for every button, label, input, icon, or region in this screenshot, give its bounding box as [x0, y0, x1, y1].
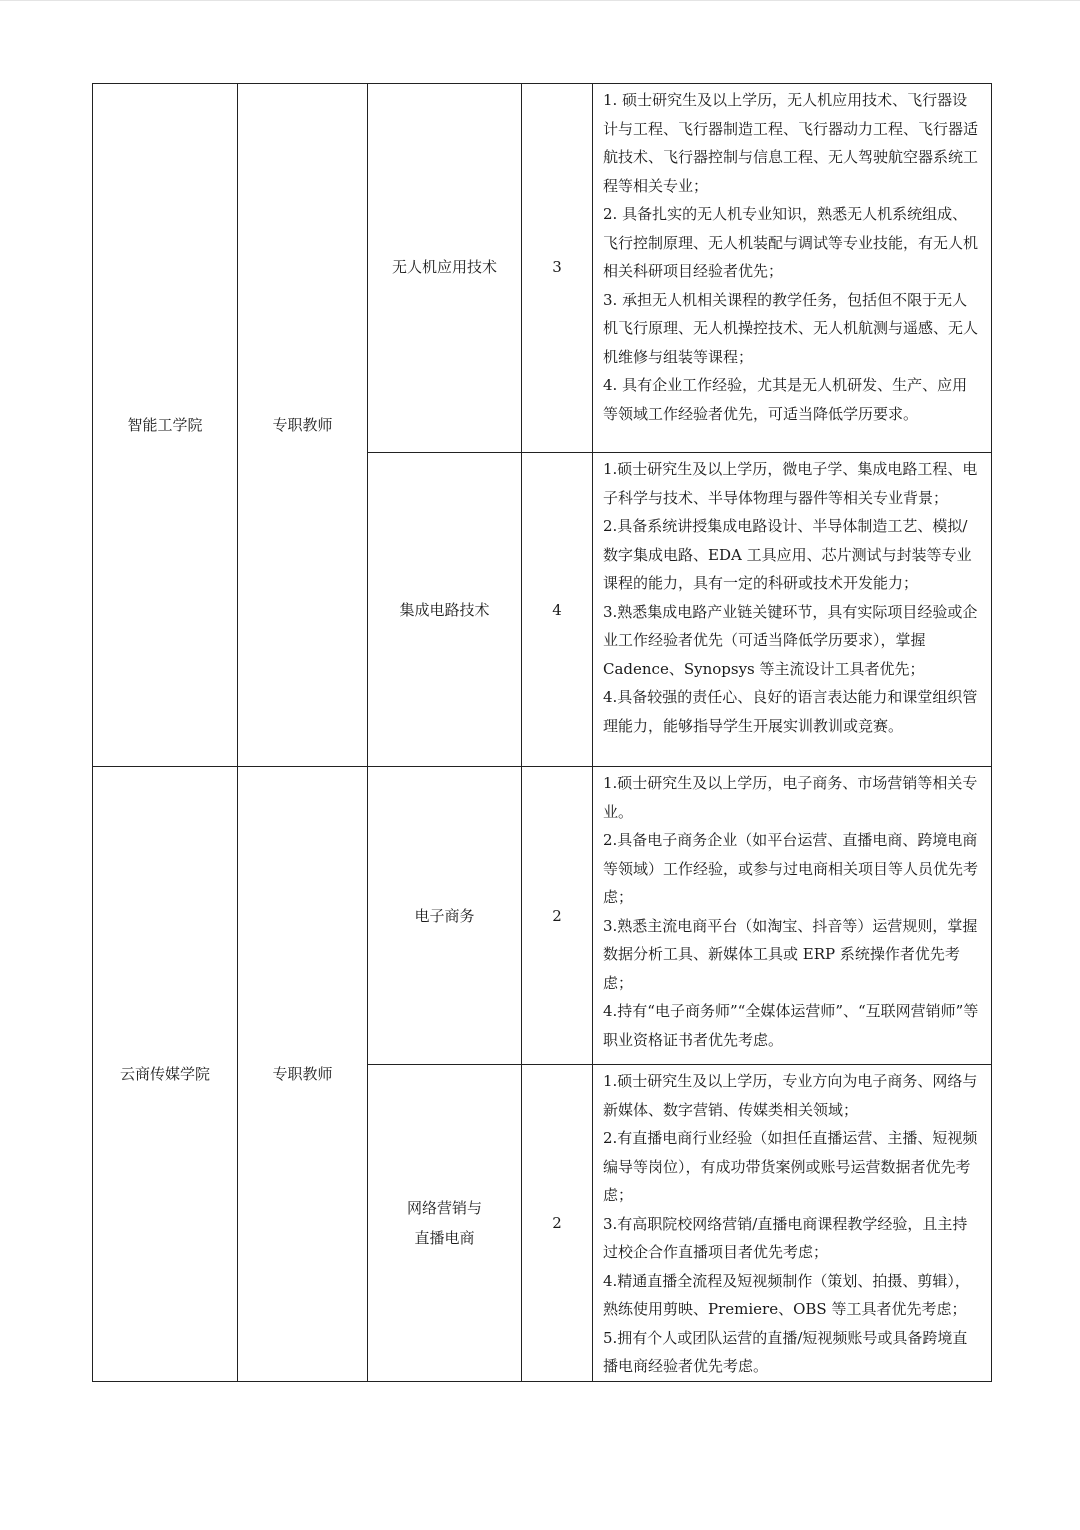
major-cell — [368, 1065, 522, 1382]
requirement-item: 4.具备较强的责任心、良好的语言表达能力和课堂组织管理能力，能够指导学生开展实训教训或竞赛。 — [603, 688, 978, 735]
page-top-border — [0, 0, 1080, 1]
requirement-item: 3.熟悉集成电路产业链关键环节，具有实际项目经验或企业工作经验者优先（可适当降低学历要求），掌握 Cadence、Synopsys 等主流设计工具者优先； — [603, 602, 978, 678]
requirements-cell — [593, 1065, 992, 1382]
major-name: 网络营销与 — [406, 1198, 482, 1217]
requirement-item: 1. 硕士研究生及以上学历，无人机应用技术、飞行器设计与工程、飞行器制造工程、飞行器动力工程、飞行器适航技术、飞行器控制与信息工程、无人驾驶航空器系统工程等相关专业； — [603, 91, 979, 195]
headcount: 2 — [552, 1213, 562, 1232]
position-name: 专职教师 — [272, 416, 333, 434]
requirement-item: 5.拥有个人或团队运营的直播/短视频账号或具备跨境直播电商经验者优先考虑。 — [603, 1328, 968, 1375]
table-row — [93, 767, 992, 1065]
college-name: 云商传媒学院 — [119, 1064, 210, 1083]
requirement-item: 2. 具备扎实的无人机专业知识，熟悉无人机系统组成、飞行控制原理、无人机装配与调试等专业技能，有无人机相关科研项目经验者优先； — [603, 205, 979, 280]
headcount: 2 — [552, 906, 562, 925]
requirements-cell — [593, 453, 992, 767]
major-name: 集成电路技术 — [399, 600, 490, 619]
requirement-item: 4.持有“电子商务师”“全媒体运营师”、“互联网营销师”等职业资格证书者优先考虑。 — [603, 1002, 979, 1049]
major-cell — [368, 767, 522, 1065]
requirement-item: 1.硕士研究生及以上学历，微电子学、集成电路工程、电子科学与技术、半导体物理与器件等相关专业背景； — [603, 460, 978, 507]
requirement-item: 3.熟悉主流电商平台（如淘宝、抖音等）运营规则，掌握数据分析工具、新媒体工具或 ERP 系统操作者优先考虑； — [603, 916, 978, 992]
major-cell — [368, 453, 522, 767]
table-row — [93, 84, 992, 453]
major-name: 直播电商 — [414, 1228, 475, 1247]
count-cell — [522, 453, 593, 767]
position-name: 专职教师 — [272, 1064, 333, 1083]
requirement-item: 4. 具有企业工作经验，尤其是无人机研发、生产、应用等领域工作经验者优先，可适当降低学历要求。 — [603, 376, 968, 423]
requirement-item: 1.硕士研究生及以上学历，专业方向为电子商务、网络与新媒体、数字营销、传媒类相关领域； — [603, 1072, 978, 1119]
position-cell — [238, 767, 368, 1382]
requirements-cell — [593, 767, 992, 1065]
college-cell — [93, 767, 238, 1382]
requirement-item: 1.硕士研究生及以上学历，电子商务、市场营销等相关专业。 — [603, 774, 978, 821]
college-cell — [93, 84, 238, 767]
requirement-item: 2.具备系统讲授集成电路设计、半导体制造工艺、模拟/数字集成电路、EDA 工具应用、芯片测试与封装等专业课程的能力，具有一定的科研或技术开发能力； — [603, 517, 972, 592]
requirement-item: 4.精通直播全流程及短视频制作（策划、拍摄、剪辑），熟练使用剪映、Premiere、OBS 等工具者优先考虑； — [603, 1271, 970, 1318]
count-cell — [522, 84, 593, 453]
headcount: 4 — [552, 600, 562, 619]
position-cell — [238, 84, 368, 767]
requirements-cell — [593, 84, 992, 453]
requirement-item: 2.具备电子商务企业（如平台运营、直播电商、跨境电商等领域）工作经验，或参与过电商相关项目等人员优先考虑； — [603, 831, 979, 906]
headcount: 3 — [552, 258, 562, 276]
college-name: 智能工学院 — [127, 416, 203, 434]
requirement-item: 3. 承担无人机相关课程的教学任务，包括但不限于无人机飞行原理、无人机操控技术、无人机航测与遥感、无人机维修与组装等课程； — [603, 290, 979, 366]
major-cell — [368, 84, 522, 453]
major-name: 电子商务 — [414, 906, 475, 925]
requirement-item: 3.有高职院校网络营销/直播电商课程教学经验，且主持过校企合作直播项目者优先考虑； — [603, 1214, 968, 1261]
recruitment-table — [92, 83, 992, 1382]
count-cell — [522, 767, 593, 1065]
count-cell — [522, 1065, 593, 1382]
requirement-item: 2.有直播电商行业经验（如担任直播运营、主播、短视频编导等岗位），有成功带货案例或账号运营数据者优先考虑； — [603, 1129, 978, 1204]
major-name: 无人机应用技术 — [391, 258, 497, 276]
